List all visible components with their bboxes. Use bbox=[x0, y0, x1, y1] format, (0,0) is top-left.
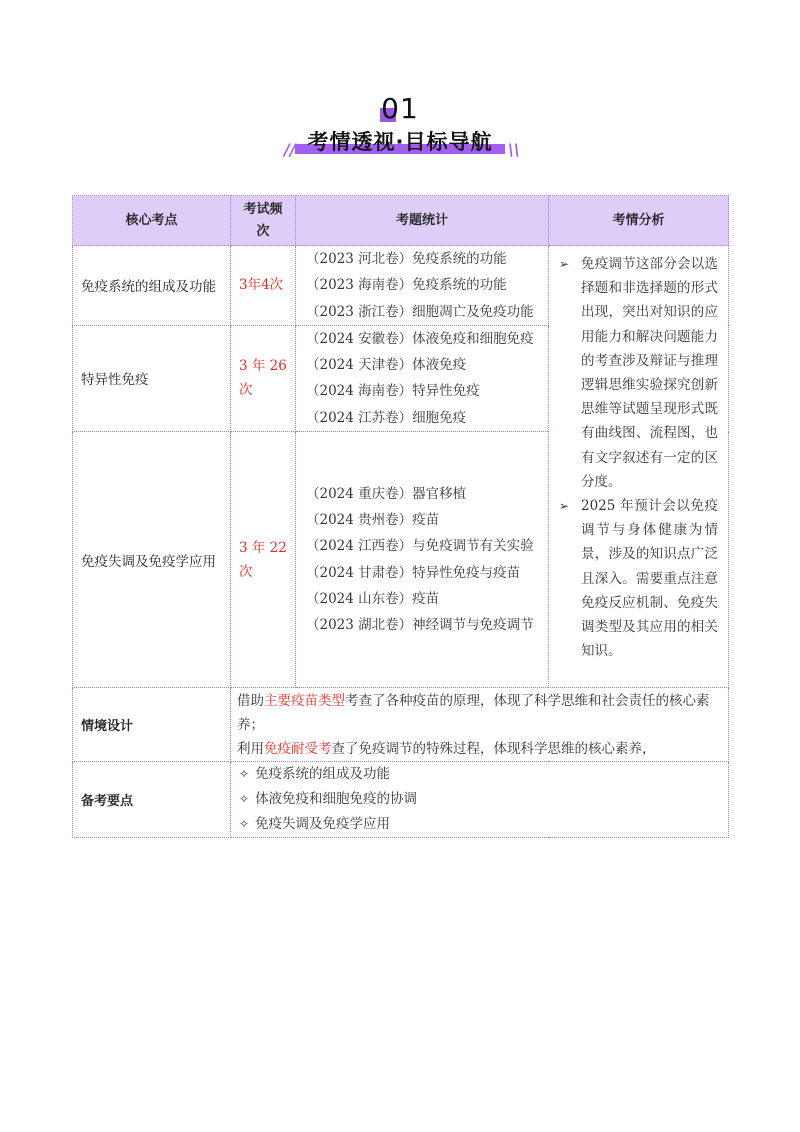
analysis-text: 2025 年预计会以免疫调节与身体健康为情景，涉及的知识点广泛且深入。需要重点注意免疫反应机制、免疫失调类型及其应用的相关知识。 bbox=[581, 498, 718, 660]
stat-item: （2024 江西卷）与免疫调节有关实验 bbox=[306, 538, 534, 555]
header-stats: 考题统计 bbox=[296, 196, 549, 246]
stat-item: （2023 海南卷）免疫系统的功能 bbox=[306, 277, 507, 294]
stats-cell bbox=[296, 325, 549, 431]
highlight-text: 主要疫苗类型 bbox=[264, 692, 345, 709]
title-slash-left-icon: // bbox=[284, 140, 296, 159]
stat-item: （2024 甘肃卷）特异性免疫与疫苗 bbox=[306, 564, 521, 581]
header-frequency: 考试频次 bbox=[231, 196, 296, 246]
frequency-cell: 3 年 26 次 bbox=[231, 325, 296, 431]
section-number: 01 bbox=[381, 92, 419, 125]
analysis-cell bbox=[549, 246, 729, 688]
topic-cell: 免疫系统的组成及功能 bbox=[73, 246, 231, 326]
scenario-cell bbox=[231, 688, 729, 762]
stats-cell bbox=[296, 432, 549, 688]
stat-item: （2023 浙江卷）细胞凋亡及免疫功能 bbox=[306, 303, 534, 320]
stat-item: （2024 重庆卷）器官移植 bbox=[306, 485, 467, 502]
scenario-row bbox=[73, 688, 729, 762]
stat-item: （2024 天津卷）体液免疫 bbox=[306, 357, 467, 374]
prep-cell bbox=[231, 762, 729, 838]
header-topic: 核心考点 bbox=[73, 196, 231, 246]
diamond-bullet-icon: ✧ bbox=[239, 817, 250, 832]
scenario-label: 情境设计 bbox=[73, 688, 231, 762]
stat-item: （2023 湖北卷）神经调节与免疫调节 bbox=[306, 617, 534, 634]
stat-item: （2023 河北卷）免疫系统的功能 bbox=[306, 251, 507, 267]
analysis-item bbox=[559, 252, 718, 494]
diamond-bullet-icon: ✧ bbox=[239, 792, 250, 807]
frequency-cell: 3年4次 bbox=[231, 246, 296, 326]
stat-item: （2024 海南卷）特异性免疫 bbox=[306, 383, 480, 400]
title-slash-right-icon: \\ bbox=[508, 140, 520, 159]
exam-analysis-table bbox=[72, 195, 729, 838]
stat-item: （2024 山东卷）疫苗 bbox=[306, 590, 440, 607]
frequency-cell: 3 年 22 次 bbox=[231, 432, 296, 688]
list-item: ✧ 体液免疫和细胞免疫的协调 bbox=[239, 791, 418, 808]
table-header-row bbox=[73, 196, 729, 246]
arrow-bullet-icon: ➢ bbox=[559, 257, 570, 271]
scenario-line-2: 利用免疫耐受考查了免疫调节的特殊过程，体现科学思维的核心素养， bbox=[237, 740, 656, 757]
list-item: ✧ 免疫系统的组成及功能 bbox=[239, 766, 391, 783]
stat-item: （2024 江苏卷）细胞免疫 bbox=[306, 409, 467, 426]
stat-item: （2024 贵州卷）疫苗 bbox=[306, 511, 440, 528]
topic-cell: 免疫失调及免疫学应用 bbox=[73, 432, 231, 688]
header-analysis: 考情分析 bbox=[549, 196, 729, 246]
diamond-bullet-icon: ✧ bbox=[239, 767, 250, 782]
scenario-line-1: 借助主要疫苗类型考查了各种疫苗的原理，体现了科学思维和社会责任的核心素养； bbox=[237, 692, 710, 733]
analysis-item bbox=[559, 494, 718, 663]
arrow-bullet-icon: ➢ bbox=[559, 499, 570, 514]
prep-row bbox=[73, 762, 729, 838]
highlight-text: 免疫耐受考 bbox=[264, 740, 332, 757]
section-title: 考情透视·目标导航 bbox=[307, 130, 493, 154]
section-title-block bbox=[0, 126, 800, 160]
analysis-text: 免疫调节这部分会以选择题和非选择题的形式出现，突出对知识的应用能力和解决问题能力的考查涉及辩证与推理逻辑思维实验探究创新思维等试题呈现形式既有曲线图、流程图，也有文字叙述有一定的区分度。 bbox=[581, 256, 718, 490]
section-number-block bbox=[0, 92, 800, 128]
table-row bbox=[73, 246, 729, 326]
prep-label: 备考要点 bbox=[73, 762, 231, 838]
topic-cell: 特异性免疫 bbox=[73, 325, 231, 431]
stat-item: （2024 安徽卷）体液免疫和细胞免疫 bbox=[306, 330, 534, 347]
stats-cell bbox=[296, 246, 549, 326]
list-item: ✧ 免疫失调及免疫学应用 bbox=[239, 816, 391, 833]
